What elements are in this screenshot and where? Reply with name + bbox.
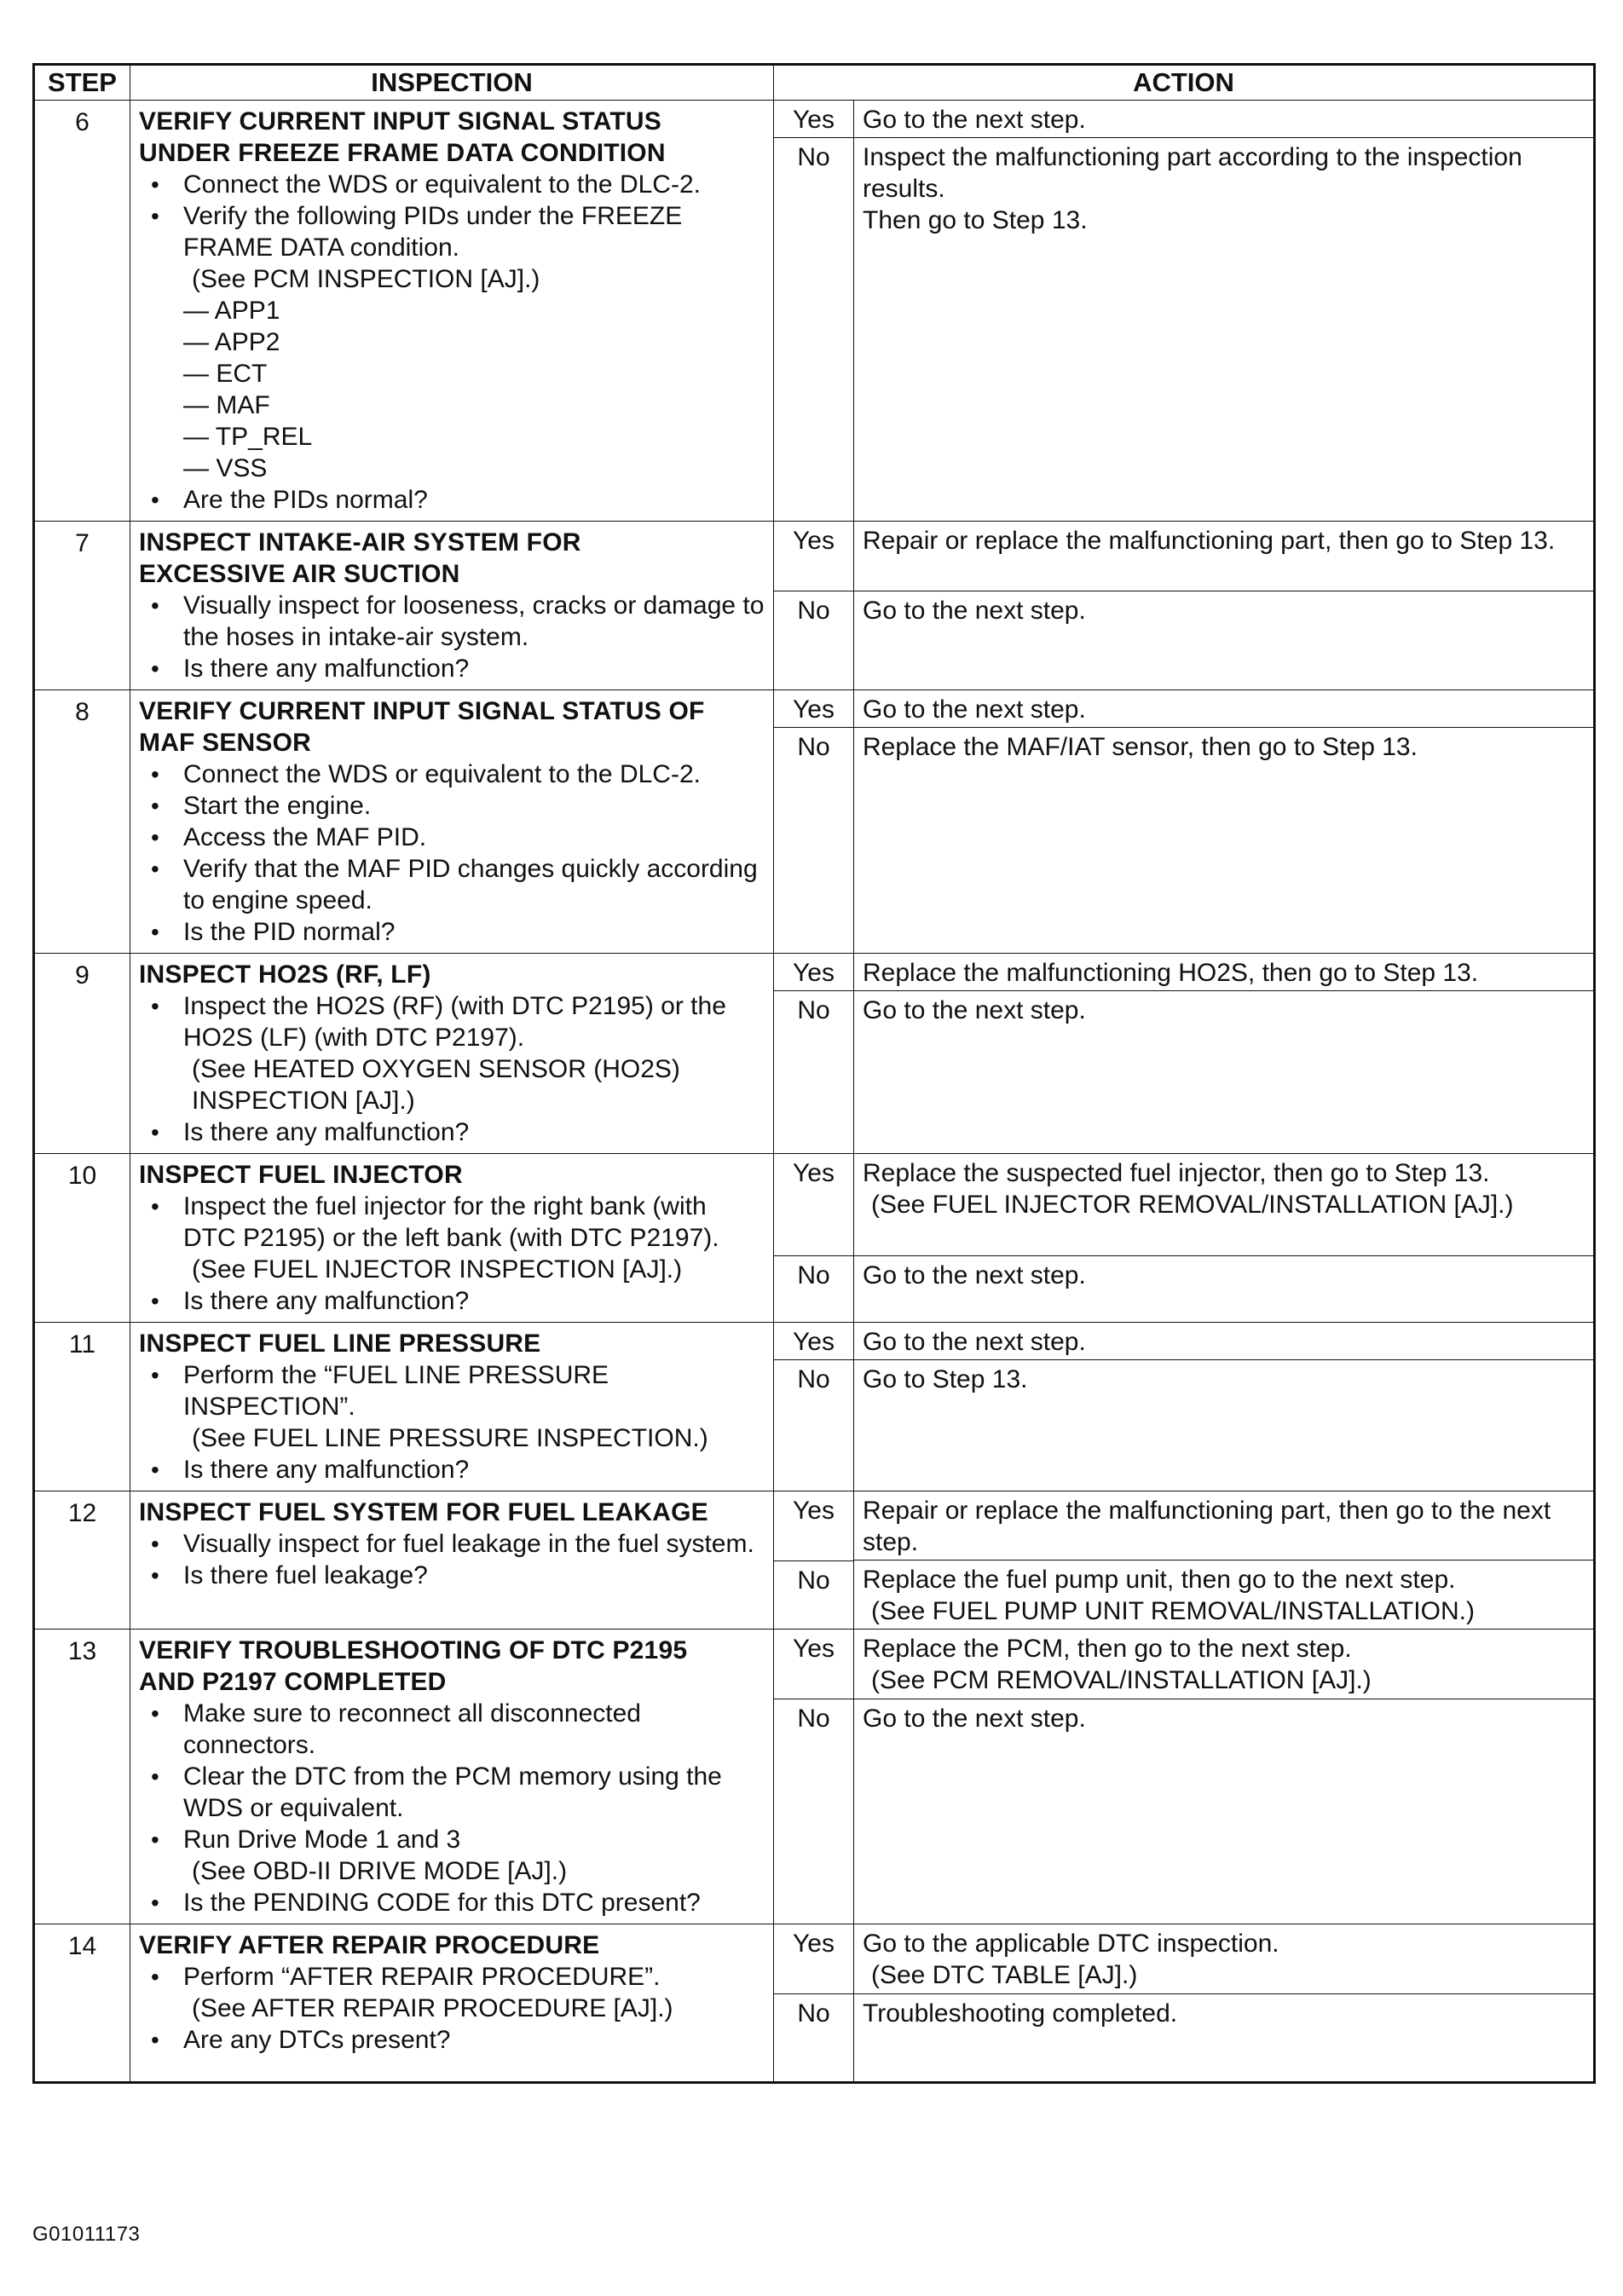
no-action — [854, 1994, 1593, 2080]
pid-item: — VSS — [183, 454, 268, 482]
inspection-bullet: • Verify that the MAF PID changes quickly according to engine speed. — [139, 853, 765, 916]
action-text: (See FUEL INJECTOR REMOVAL/INSTALLATION [AJ].) — [871, 1191, 1514, 1219]
header-row — [35, 66, 1594, 101]
inspection-bullet: • Run Drive Mode 1 and 3 — [139, 1824, 765, 1855]
inspection-title: VERIFY CURRENT INPUT SIGNAL STATUS OF — [139, 697, 705, 725]
reference-note: (See OBD-II DRIVE MODE [AJ].) — [192, 1857, 568, 1885]
no-label: No — [797, 1365, 830, 1393]
no-action — [854, 138, 1593, 520]
action-text: Go to the next step. — [863, 996, 1086, 1024]
action-text: Go to the next step. — [863, 1705, 1086, 1733]
step-number: 11 — [68, 1330, 96, 1359]
inspection-cell — [130, 1630, 773, 1924]
action-text: Inspect the malfunctioning part according to the inspection results. — [863, 143, 1522, 203]
yes-label: Yes — [774, 954, 853, 991]
reference-note: (See FUEL INJECTOR INSPECTION [AJ].) — [192, 1255, 683, 1284]
no-label: No — [797, 143, 830, 171]
no-action — [854, 991, 1593, 1152]
reference-note: (See AFTER REPAIR PROCEDURE [AJ].) — [192, 1994, 673, 2022]
inspection-bullet: • Are the PIDs normal? — [139, 484, 765, 516]
inspection-cell — [130, 690, 773, 953]
inspection-cell — [130, 1323, 773, 1491]
inspection-bullet: • Is there any malfunction? — [139, 653, 765, 684]
reference-note: (See HEATED OXYGEN SENSOR (HO2S) INSPECTION [AJ].) — [192, 1055, 680, 1115]
pid-item: — APP2 — [183, 328, 280, 356]
yes-action — [854, 690, 1593, 728]
no-action — [854, 1699, 1593, 1923]
no-label: No — [797, 597, 830, 625]
inspection-bullet: • Make sure to reconnect all disconnected connectors. — [139, 1698, 765, 1761]
inspection-title: VERIFY TROUBLESHOOTING OF DTC P2195 — [139, 1636, 688, 1664]
yes-label: Yes — [774, 1323, 853, 1360]
inspection-cell — [130, 101, 773, 521]
no-label: No — [797, 1566, 830, 1595]
pid-item: — TP_REL — [183, 423, 313, 451]
no-action — [854, 1560, 1593, 1629]
no-label: No — [797, 1261, 830, 1289]
no-action — [854, 591, 1593, 689]
step-number: 10 — [67, 1162, 97, 1190]
step-number: 9 — [75, 961, 90, 989]
step-number: 8 — [75, 698, 90, 726]
yes-action — [854, 1154, 1593, 1256]
action-text: Go to the next step. — [863, 695, 1086, 724]
inspection-title: VERIFY CURRENT INPUT SIGNAL STATUS — [139, 107, 661, 136]
action-text: Repair or replace the malfunctioning part, then go to Step 13. — [863, 527, 1556, 555]
header-action: ACTION — [774, 66, 1594, 101]
action-text: Go to Step 13. — [863, 1365, 1028, 1393]
inspection-bullet: • Are any DTCs present? — [139, 2024, 765, 2056]
yes-label: Yes — [774, 1491, 853, 1561]
yes-action — [854, 954, 1593, 991]
inspection-cell — [130, 522, 773, 689]
yes-action — [854, 1630, 1593, 1699]
yes-action — [854, 1323, 1593, 1360]
step-row-13 — [35, 1630, 1594, 1924]
yes-action — [854, 522, 1593, 591]
inspection-title: UNDER FREEZE FRAME DATA CONDITION — [139, 139, 666, 167]
action-text: Then go to Step 13. — [863, 206, 1088, 234]
action-text: Repair or replace the malfunctioning part, then go to the next step. — [863, 1497, 1551, 1556]
inspection-title: INSPECT INTAKE-AIR SYSTEM FOR — [139, 528, 581, 557]
step-row-6 — [35, 101, 1594, 522]
inspection-bullet: • Access the MAF PID. — [139, 822, 765, 853]
inspection-bullet: • Is the PID normal? — [139, 916, 765, 948]
step-row-11 — [35, 1323, 1594, 1491]
inspection-bullet: • Connect the WDS or equivalent to the DLC-2. — [139, 169, 765, 200]
inspection-title: AND P2197 COMPLETED — [139, 1668, 447, 1696]
inspection-bullet: • Visually inspect for looseness, cracks or damage to the hoses in intake-air system. — [139, 590, 765, 653]
inspection-cell — [130, 954, 773, 1153]
inspection-title: MAF SENSOR — [139, 729, 312, 757]
action-text: Go to the next step. — [863, 1261, 1086, 1289]
inspection-bullet: • Connect the WDS or equivalent to the DLC-2. — [139, 759, 765, 790]
step-row-14 — [35, 1924, 1594, 2082]
action-text: Replace the malfunctioning HO2S, then go to Step 13. — [863, 959, 1479, 987]
reference-note: (See PCM INSPECTION [AJ].) — [192, 265, 540, 293]
action-text: Go to the applicable DTC inspection. — [863, 1930, 1279, 1958]
action-text: Replace the suspected fuel injector, then go to Step 13. — [863, 1159, 1490, 1187]
no-label: No — [797, 733, 830, 761]
yes-label: Yes — [774, 1630, 853, 1699]
inspection-bullet: • Clear the DTC from the PCM memory using the WDS or equivalent. — [139, 1761, 765, 1824]
step-row-8 — [35, 690, 1594, 954]
pid-item: — MAF — [183, 391, 270, 419]
inspection-cell — [130, 1924, 773, 2081]
inspection-bullet: • Is there any malfunction? — [139, 1116, 765, 1148]
yes-label: Yes — [774, 690, 853, 728]
step-number: 7 — [75, 529, 90, 557]
yes-label: Yes — [774, 1154, 853, 1256]
inspection-bullet: • Is there fuel leakage? — [139, 1560, 765, 1591]
inspection-bullet: • Inspect the HO2S (RF) (with DTC P2195) or the HO2S (LF) (with DTC P2197). — [139, 990, 765, 1053]
step-row-12 — [35, 1491, 1594, 1630]
inspection-title: EXCESSIVE AIR SUCTION — [139, 560, 460, 588]
action-text: (See FUEL PUMP UNIT REMOVAL/INSTALLATION.) — [871, 1597, 1475, 1625]
yes-action — [854, 1491, 1593, 1560]
action-text: (See DTC TABLE [AJ].) — [871, 1961, 1138, 1989]
step-row-9 — [35, 954, 1594, 1154]
action-text: Replace the MAF/IAT sensor, then go to Step 13. — [863, 733, 1418, 761]
inspection-cell — [130, 1154, 773, 1322]
header-step: STEP — [35, 66, 130, 101]
reference-note: (See FUEL LINE PRESSURE INSPECTION.) — [192, 1424, 708, 1452]
yes-action — [854, 1924, 1593, 1994]
inspection-bullet: • Perform the “FUEL LINE PRESSURE INSPECTION”. — [139, 1359, 765, 1422]
no-label: No — [797, 1999, 830, 2028]
pid-item: — APP1 — [183, 297, 280, 325]
figure-code: G01011173 — [32, 2223, 141, 2246]
step-row-10 — [35, 1154, 1594, 1323]
no-action — [854, 1256, 1593, 1321]
action-text: Replace the PCM, then go to the next step. — [863, 1635, 1352, 1663]
no-action — [854, 728, 1593, 952]
inspection-bullet: • Is the PENDING CODE for this DTC present? — [139, 1887, 765, 1918]
step-table — [34, 65, 1594, 2082]
inspection-bullet: • Verify the following PIDs under the FREEZE FRAME DATA condition. — [139, 200, 765, 263]
header-inspection: INSPECTION — [130, 66, 774, 101]
yes-label: Yes — [774, 101, 853, 138]
no-label: No — [797, 996, 830, 1024]
step-number: 12 — [67, 1499, 97, 1527]
step-number: 13 — [67, 1637, 97, 1665]
action-text: (See PCM REMOVAL/INSTALLATION [AJ].) — [871, 1666, 1372, 1694]
step-number: 6 — [75, 108, 90, 136]
inspection-title: VERIFY AFTER REPAIR PROCEDURE — [139, 1931, 600, 1959]
inspection-bullet: • Inspect the fuel injector for the right bank (with DTC P2195) or the left bank (with DTC P2197). — [139, 1191, 765, 1254]
step-row-7 — [35, 522, 1594, 690]
inspection-bullet: • Is there any malfunction? — [139, 1454, 765, 1485]
inspection-bullet: • Visually inspect for fuel leakage in the fuel system. — [139, 1528, 765, 1560]
pid-item: — ECT — [183, 360, 268, 388]
action-text: Go to the next step. — [863, 106, 1086, 134]
inspection-bullet: • Perform “AFTER REPAIR PROCEDURE”. — [139, 1961, 765, 1993]
action-text: Troubleshooting completed. — [863, 1999, 1178, 2028]
troubleshooting-table — [32, 63, 1596, 2084]
inspection-title: INSPECT FUEL LINE PRESSURE — [139, 1330, 541, 1358]
inspection-bullet: • Start the engine. — [139, 790, 765, 822]
yes-action — [854, 101, 1593, 138]
inspection-cell — [130, 1491, 773, 1625]
no-label: No — [797, 1705, 830, 1733]
step-number: 14 — [67, 1932, 97, 1960]
inspection-title: INSPECT FUEL SYSTEM FOR FUEL LEAKAGE — [139, 1498, 708, 1526]
inspection-bullet: • Is there any malfunction? — [139, 1285, 765, 1317]
yes-label: Yes — [774, 522, 853, 591]
action-text: Go to the next step. — [863, 597, 1086, 625]
inspection-title: INSPECT FUEL INJECTOR — [139, 1161, 463, 1189]
action-text: Go to the next step. — [863, 1328, 1086, 1356]
action-text: Replace the fuel pump unit, then go to the next step. — [863, 1566, 1456, 1594]
yes-label: Yes — [774, 1924, 853, 1994]
no-action — [854, 1360, 1593, 1490]
inspection-title: INSPECT HO2S (RF, LF) — [139, 961, 431, 989]
